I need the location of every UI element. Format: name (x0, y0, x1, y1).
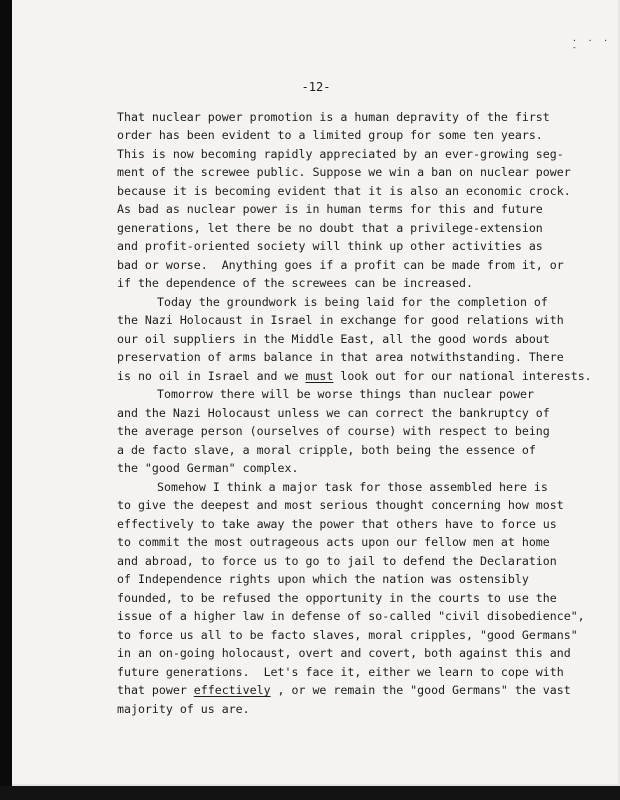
text-line: preservation of arms balance in that area notwithstanding. There (117, 350, 564, 364)
document-page (12, 0, 620, 786)
text-line: our oil suppliers in the Middle East, all the good words about (117, 332, 550, 346)
text-line: Somehow I think a major task for those assembled here is (157, 480, 548, 494)
scan-border (0, 786, 620, 800)
underlined-word: must (305, 369, 334, 383)
text-line: to commit the most outrageous acts upon our fellow men at home (117, 535, 550, 549)
text-line: a de facto slave, a moral cripple, both being the essence of (117, 443, 536, 457)
text-line: founded, to be refused the opportunity in the courts to use the (117, 591, 557, 605)
text-segment: that power (117, 683, 194, 697)
text-line: effectively to take away the power that others have to force us (117, 517, 557, 531)
text-segment: , or we remain the "good Germans" the vast (270, 683, 571, 697)
text-line: in an on-going holocaust, overt and covert, both against this and (117, 646, 571, 660)
text-line (117, 371, 592, 383)
text-line (117, 685, 571, 697)
text-line: bad or worse. Anything goes if a profit can be made from it, or (117, 258, 564, 272)
text-line: and abroad, to force us to go to jail to defend the Declaration (117, 554, 557, 568)
text-line: and profit-oriented society will think up other activities as (117, 239, 543, 253)
underlined-word: effectively (193, 683, 271, 697)
text-segment: is no oil in Israel and we (117, 369, 306, 383)
text-line: Today the groundwork is being laid for the completion of (157, 295, 548, 309)
text-line: the average person (ourselves of course) with respect to being (117, 424, 550, 438)
text-line: That nuclear power promotion is a human depravity of the first (117, 110, 550, 124)
text-line: if the dependence of the screwees can be increased. (117, 276, 473, 290)
text-line: Tomorrow there will be worse things than nuclear power (157, 387, 534, 401)
text-line: the "good German" complex. (117, 461, 299, 475)
text-line: the Nazi Holocaust in Israel in exchange for good relations with (117, 313, 564, 327)
page-number: -12- (301, 80, 331, 94)
text-line: order has been evident to a limited group for some ten years. (117, 128, 543, 142)
text-line: majority of us are. (117, 702, 250, 716)
text-line: and the Nazi Holocaust unless we can correct the bankruptcy of (117, 406, 550, 420)
text-line: future generations. Let's face it, either we learn to cope with (117, 665, 564, 679)
text-line: issue of a higher law in defense of so-called "civil disobedience", (117, 609, 585, 623)
text-line: As bad as nuclear power is in human terms for this and future (117, 202, 543, 216)
text-line: generations, let there be no doubt that a privilege-extension (117, 221, 543, 235)
text-segment: look out for our national interests. (333, 369, 592, 383)
text-line: because it is becoming evident that it is also an economic crock. (117, 184, 571, 198)
text-line: of Independence rights upon which the nation was ostensibly (117, 572, 529, 586)
corner-marks: . . . - (572, 34, 612, 52)
text-line: ment of the screwee public. Suppose we win a ban on nuclear power (117, 165, 571, 179)
text-line: to force us all to be facto slaves, moral cripples, "good Germans" (117, 628, 578, 642)
text-line: This is now becoming rapidly appreciated by an ever-growing seg- (117, 147, 564, 161)
text-line: to give the deepest and most serious thought concerning how most (117, 498, 564, 512)
